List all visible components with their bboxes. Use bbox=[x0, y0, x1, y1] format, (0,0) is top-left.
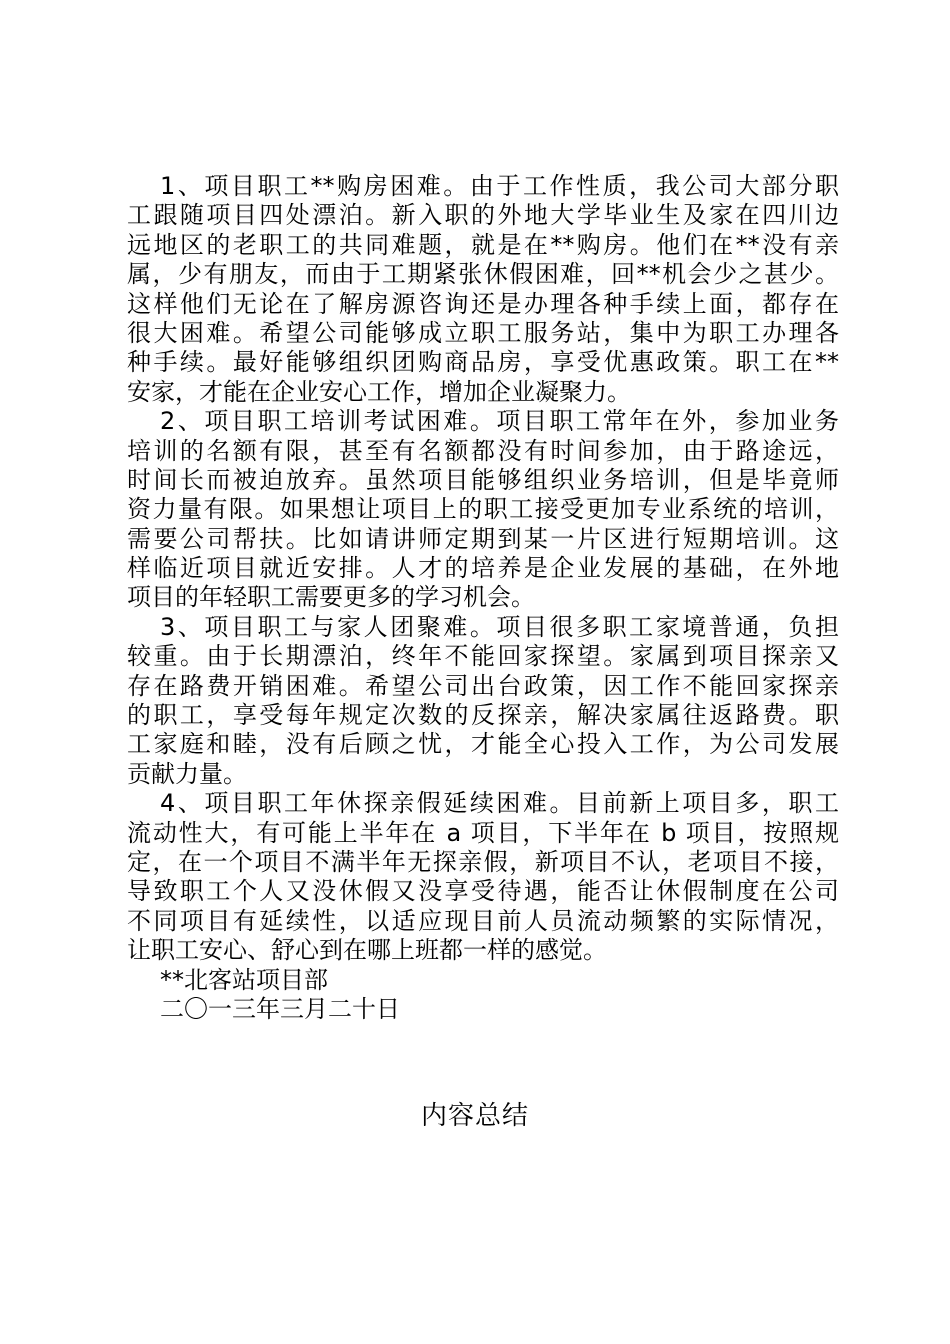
text-line: 很大困难。希望公司能够成立职工服务站，集中为职工办理各 bbox=[127, 318, 839, 347]
text-line: 较重。由于长期漂泊，终年不能回家探望。家属到项目探亲又 bbox=[127, 642, 839, 671]
text-line: 属，少有朋友，而由于工期紧张休假困难，回**机会少之甚少。 bbox=[127, 260, 839, 289]
text-line: 工跟随项目四处漂泊。新入职的外地大学毕业生及家在四川边 bbox=[127, 201, 839, 230]
text-line: 存在路费开销困难。希望公司出台政策，因工作不能回家探亲 bbox=[127, 671, 839, 700]
text-line: 资力量有限。如果想让项目上的职工接受更加专业系统的培训， bbox=[127, 495, 839, 524]
text-line: 工家庭和睦，没有后顾之忧，才能全心投入工作，为公司发展 bbox=[127, 730, 839, 759]
signature-org: **北客站项目部 bbox=[160, 965, 328, 994]
document-body bbox=[127, 172, 839, 1024]
text-line: 培训的名额有限，甚至有名额都没有时间参加，由于路途远， bbox=[127, 436, 839, 465]
paragraph-3 bbox=[127, 613, 839, 789]
text-line: 的职工，享受每年规定次数的反探亲，解决家属往返路费。职 bbox=[127, 701, 839, 730]
text-line: 2、项目职工培训考试困难。项目职工常年在外，参加业务 bbox=[160, 407, 839, 436]
text-line: 样临近项目就近安排。人才的培养是企业发展的基础，在外地 bbox=[127, 554, 839, 583]
text-line: 需要公司帮扶。比如请讲师定期到某一片区进行短期培训。这 bbox=[127, 524, 839, 553]
text-line: 远地区的老职工的共同难题，就是在**购房。他们在**没有亲 bbox=[127, 230, 839, 259]
text-line: 3、项目职工与家人团聚难。项目很多职工家境普通，负担 bbox=[160, 612, 839, 641]
text-line: 项目的年轻职工需要更多的学习机会。 bbox=[127, 583, 535, 612]
text-line: 种手续。最好能够组织团购商品房，享受优惠政策。职工在** bbox=[127, 348, 839, 377]
paragraph-4 bbox=[127, 789, 839, 965]
paragraph-2 bbox=[127, 407, 839, 613]
signature-date: 二〇一三年三月二十日 bbox=[160, 994, 400, 1023]
text-line: 安家，才能在企业安心工作，增加企业凝聚力。 bbox=[127, 377, 631, 406]
text-line: 流动性大，有可能上半年在 a 项目，下半年在 b 项目，按照规 bbox=[127, 818, 839, 847]
text-line: 不同项目有延续性，以适应现目前人员流动频繁的实际情况， bbox=[127, 906, 839, 935]
text-line: 这样他们无论在了解房源咨询还是办理各种手续上面，都存在 bbox=[127, 289, 839, 318]
text-line: 1、项目职工**购房困难。由于工作性质，我公司大部分职 bbox=[160, 172, 839, 200]
paragraph-1 bbox=[127, 172, 839, 407]
text-line: 导致职工个人又没休假又没享受待遇，能否让休假制度在公司 bbox=[127, 877, 839, 906]
summary-heading: 内容总结 bbox=[420, 1101, 529, 1131]
text-line: 时间长而被迫放弃。虽然项目能够组织业务培训，但是毕竟师 bbox=[127, 465, 839, 494]
text-line: 让职工安心、舒心到在哪上班都一样的感觉。 bbox=[127, 936, 607, 965]
text-line: 4、项目职工年休探亲假延续困难。目前新上项目多，职工 bbox=[160, 789, 839, 818]
text-line: 定，在一个项目不满半年无探亲假，新项目不认，老项目不接， bbox=[127, 847, 839, 876]
text-line: 贡献力量。 bbox=[127, 759, 247, 788]
